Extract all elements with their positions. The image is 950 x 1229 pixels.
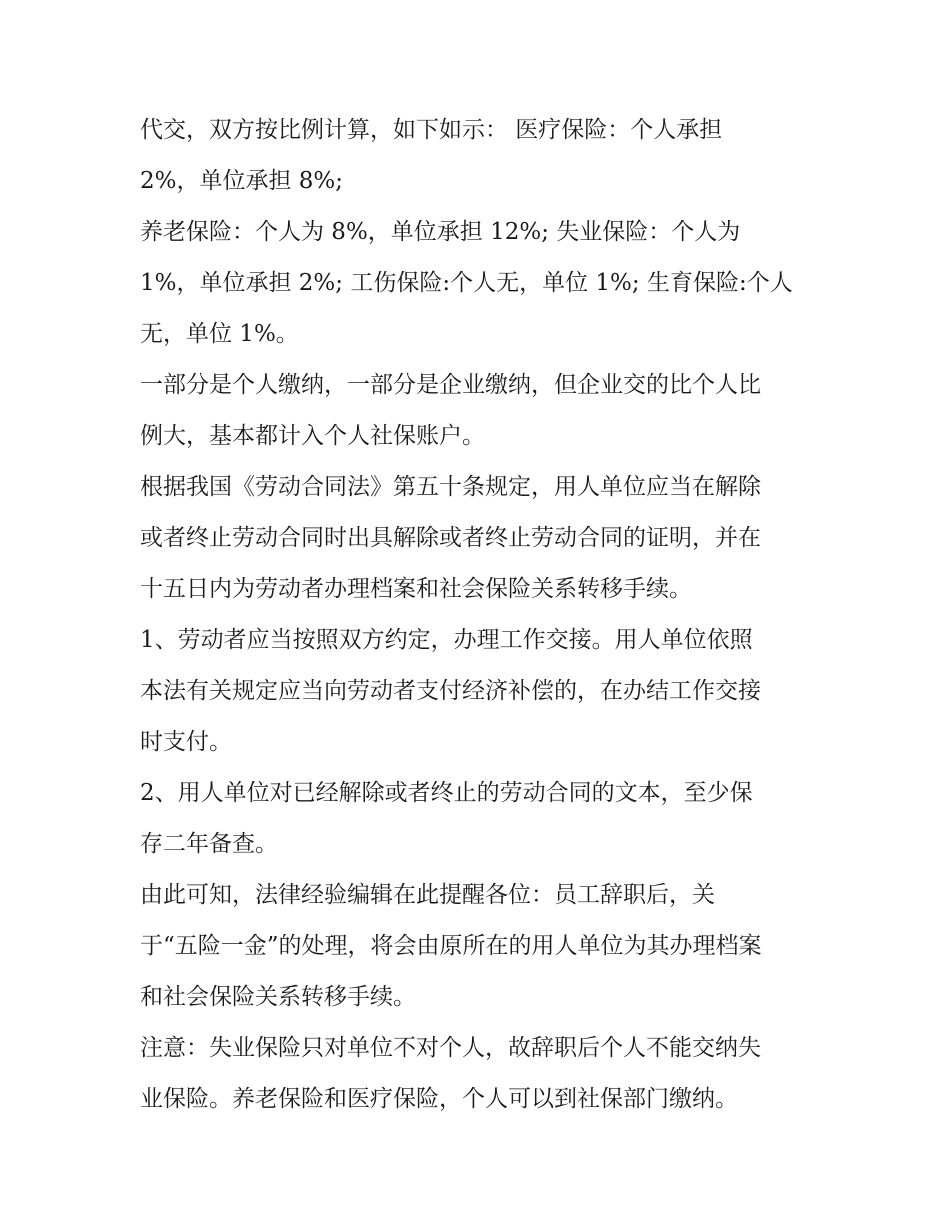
text-line: 养老保险：个人为 8%，单位承担 12%; 失业保险：个人为 [140, 219, 741, 245]
text-line: 时支付。 [140, 729, 232, 755]
text-line: 1%，单位承担 2%; 工伤保险:个人无，单位 1%; 生育保险:个人 [140, 270, 793, 296]
text-line: 十五日内为劳动者办理档案和社会保险关系转移手续。 [140, 576, 692, 602]
text-line: 存二年备查。 [140, 831, 278, 857]
text-line: 由此可知，法律经验编辑在此提醒各位：员工辞职后，关 [140, 882, 715, 908]
text-line: 2、用人单位对已经解除或者终止的劳动合同的文本，至少保 [140, 780, 753, 806]
text-line: 根据我国《劳动合同法》第五十条规定，用人单位应当在解除 [140, 474, 761, 500]
text-line: 本法有关规定应当向劳动者支付经济补偿的，在办结工作交接 [140, 678, 761, 704]
text-line: 无，单位 1%。 [140, 321, 299, 347]
text-line: 代交，双方按比例计算，如下如示： 医疗保险：个人承担 [140, 117, 723, 143]
text-line: 例大，基本都计入个人社保账户。 [140, 423, 485, 449]
text-line: 1、劳动者应当按照双方约定，办理工作交接。用人单位依照 [140, 627, 753, 653]
text-line: 一部分是个人缴纳，一部分是企业缴纳，但企业交的比个人比 [140, 372, 761, 398]
text-line: 2%，单位承担 8%; [140, 168, 344, 194]
text-line: 注意：失业保险只对单位不对个人，故辞职后个人不能交纳失 [140, 1035, 761, 1061]
text-line: 和社会保险关系转移手续。 [140, 984, 416, 1010]
text-line: 或者终止劳动合同时出具解除或者终止劳动合同的证明，并在 [140, 525, 761, 551]
text-line: 于“五险一金”的处理，将会由原所在的用人单位为其办理档案 [140, 933, 762, 959]
text-line: 业保险。养老保险和医疗保险，个人可以到社保部门缴纳。 [140, 1086, 738, 1112]
